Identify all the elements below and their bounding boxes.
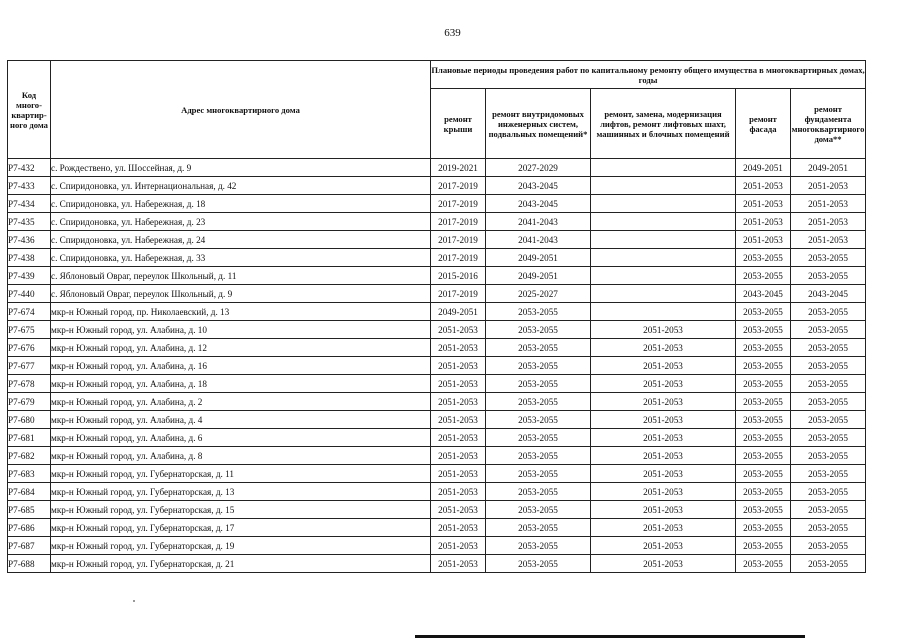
header-address: Адрес многоквартирного дома xyxy=(51,61,431,159)
cell-address: мкр-н Южный город, пр. Николаевский, д. 13 xyxy=(51,303,431,321)
cell-facade: 2053-2055 xyxy=(736,375,791,393)
cell-elevators: 2051-2053 xyxy=(591,411,736,429)
table-row xyxy=(8,483,866,501)
table-row xyxy=(8,429,866,447)
cell-address: с. Спиридоновка, ул. Интернациональная, д. 42 xyxy=(51,177,431,195)
cell-elevators xyxy=(591,195,736,213)
cell-facade: 2053-2055 xyxy=(736,465,791,483)
cell-elevators xyxy=(591,285,736,303)
header-foundation: ремонт фундамента многоквартирного дома** xyxy=(791,89,866,159)
cell-foundation: 2053-2055 xyxy=(791,501,866,519)
cell-engineering: 2043-2045 xyxy=(486,195,591,213)
cell-address: с. Спиридоновка, ул. Набережная, д. 24 xyxy=(51,231,431,249)
cell-roof: 2019-2021 xyxy=(431,159,486,177)
cell-elevators: 2051-2053 xyxy=(591,357,736,375)
cell-engineering: 2053-2055 xyxy=(486,555,591,573)
cell-roof: 2017-2019 xyxy=(431,195,486,213)
cell-facade: 2053-2055 xyxy=(736,303,791,321)
table-row xyxy=(8,357,866,375)
cell-elevators: 2051-2053 xyxy=(591,321,736,339)
cell-address: мкр-н Южный город, ул. Губернаторская, д. 13 xyxy=(51,483,431,501)
bottom-rule xyxy=(415,635,805,638)
table-row xyxy=(8,231,866,249)
cell-elevators: 2051-2053 xyxy=(591,555,736,573)
table-body xyxy=(8,159,866,573)
cell-elevators: 2051-2053 xyxy=(591,429,736,447)
cell-foundation: 2053-2055 xyxy=(791,321,866,339)
cell-roof: 2017-2019 xyxy=(431,213,486,231)
table-row xyxy=(8,285,866,303)
cell-roof: 2051-2053 xyxy=(431,411,486,429)
scan-speck xyxy=(133,600,135,602)
cell-address: с. Рождествено, ул. Шоссейная, д. 9 xyxy=(51,159,431,177)
cell-code: Р7-683 xyxy=(8,465,51,483)
cell-engineering: 2053-2055 xyxy=(486,501,591,519)
table-row xyxy=(8,375,866,393)
table-row xyxy=(8,465,866,483)
cell-code: Р7-438 xyxy=(8,249,51,267)
cell-facade: 2051-2053 xyxy=(736,231,791,249)
cell-code: Р7-678 xyxy=(8,375,51,393)
cell-facade: 2053-2055 xyxy=(736,321,791,339)
cell-foundation: 2043-2045 xyxy=(791,285,866,303)
cell-engineering: 2053-2055 xyxy=(486,357,591,375)
cell-roof: 2015-2016 xyxy=(431,267,486,285)
cell-code: Р7-435 xyxy=(8,213,51,231)
cell-engineering: 2053-2055 xyxy=(486,339,591,357)
cell-roof: 2051-2053 xyxy=(431,357,486,375)
cell-code: Р7-680 xyxy=(8,411,51,429)
cell-foundation: 2053-2055 xyxy=(791,537,866,555)
cell-code: Р7-434 xyxy=(8,195,51,213)
cell-facade: 2053-2055 xyxy=(736,267,791,285)
cell-roof: 2051-2053 xyxy=(431,519,486,537)
cell-elevators: 2051-2053 xyxy=(591,447,736,465)
cell-roof: 2017-2019 xyxy=(431,249,486,267)
table-row xyxy=(8,321,866,339)
cell-roof: 2051-2053 xyxy=(431,339,486,357)
cell-engineering: 2053-2055 xyxy=(486,447,591,465)
cell-address: с. Спиридоновка, ул. Набережная, д. 18 xyxy=(51,195,431,213)
cell-foundation: 2053-2055 xyxy=(791,519,866,537)
cell-facade: 2053-2055 xyxy=(736,339,791,357)
cell-engineering: 2053-2055 xyxy=(486,411,591,429)
cell-elevators xyxy=(591,177,736,195)
header-roof: ремонт крыши xyxy=(431,89,486,159)
cell-code: Р7-685 xyxy=(8,501,51,519)
cell-roof: 2017-2019 xyxy=(431,285,486,303)
cell-foundation: 2053-2055 xyxy=(791,483,866,501)
cell-foundation: 2051-2053 xyxy=(791,195,866,213)
cell-engineering: 2053-2055 xyxy=(486,483,591,501)
cell-facade: 2043-2045 xyxy=(736,285,791,303)
cell-code: Р7-675 xyxy=(8,321,51,339)
cell-facade: 2053-2055 xyxy=(736,501,791,519)
table-row xyxy=(8,249,866,267)
cell-roof: 2051-2053 xyxy=(431,447,486,465)
cell-engineering: 2049-2051 xyxy=(486,249,591,267)
header-code: Код много-квартир-ного дома xyxy=(8,61,51,159)
cell-roof: 2051-2053 xyxy=(431,501,486,519)
cell-code: Р7-686 xyxy=(8,519,51,537)
cell-address: с. Яблоновый Овраг, переулок Школьный, д. 9 xyxy=(51,285,431,303)
cell-facade: 2053-2055 xyxy=(736,249,791,267)
cell-code: Р7-681 xyxy=(8,429,51,447)
cell-foundation: 2053-2055 xyxy=(791,393,866,411)
cell-code: Р7-687 xyxy=(8,537,51,555)
cell-engineering: 2049-2051 xyxy=(486,267,591,285)
cell-elevators xyxy=(591,231,736,249)
cell-engineering: 2053-2055 xyxy=(486,537,591,555)
cell-code: Р7-679 xyxy=(8,393,51,411)
cell-elevators: 2051-2053 xyxy=(591,375,736,393)
cell-foundation: 2053-2055 xyxy=(791,375,866,393)
cell-elevators: 2051-2053 xyxy=(591,339,736,357)
cell-roof: 2051-2053 xyxy=(431,429,486,447)
cell-roof: 2051-2053 xyxy=(431,321,486,339)
cell-engineering: 2025-2027 xyxy=(486,285,591,303)
cell-code: Р7-688 xyxy=(8,555,51,573)
cell-foundation: 2053-2055 xyxy=(791,339,866,357)
cell-roof: 2049-2051 xyxy=(431,303,486,321)
cell-foundation: 2053-2055 xyxy=(791,447,866,465)
cell-roof: 2051-2053 xyxy=(431,537,486,555)
cell-code: Р7-432 xyxy=(8,159,51,177)
cell-facade: 2049-2051 xyxy=(736,159,791,177)
header-engineering: ремонт внутридомовых инженерных систем, подвальных помещений* xyxy=(486,89,591,159)
table-row xyxy=(8,519,866,537)
cell-engineering: 2053-2055 xyxy=(486,393,591,411)
table-row xyxy=(8,267,866,285)
cell-facade: 2053-2055 xyxy=(736,519,791,537)
table-row xyxy=(8,339,866,357)
cell-facade: 2053-2055 xyxy=(736,429,791,447)
cell-address: с. Спиридоновка, ул. Набережная, д. 23 xyxy=(51,213,431,231)
page-number: 639 xyxy=(444,27,461,39)
cell-address: мкр-н Южный город, ул. Губернаторская, д. 19 xyxy=(51,537,431,555)
cell-code: Р7-440 xyxy=(8,285,51,303)
cell-foundation: 2053-2055 xyxy=(791,429,866,447)
cell-address: с. Спиридоновка, ул. Набережная, д. 33 xyxy=(51,249,431,267)
cell-address: мкр-н Южный город, ул. Алабина, д. 18 xyxy=(51,375,431,393)
cell-address: мкр-н Южный город, ул. Губернаторская, д. 21 xyxy=(51,555,431,573)
cell-engineering: 2053-2055 xyxy=(486,519,591,537)
cell-engineering: 2043-2045 xyxy=(486,177,591,195)
cell-address: мкр-н Южный город, ул. Алабина, д. 6 xyxy=(51,429,431,447)
cell-elevators xyxy=(591,267,736,285)
cell-foundation: 2051-2053 xyxy=(791,231,866,249)
cell-elevators: 2051-2053 xyxy=(591,393,736,411)
cell-facade: 2053-2055 xyxy=(736,393,791,411)
cell-elevators: 2051-2053 xyxy=(591,501,736,519)
cell-facade: 2053-2055 xyxy=(736,555,791,573)
cell-address: мкр-н Южный город, ул. Губернаторская, д. 17 xyxy=(51,519,431,537)
cell-elevators xyxy=(591,213,736,231)
cell-engineering: 2053-2055 xyxy=(486,429,591,447)
cell-foundation: 2053-2055 xyxy=(791,411,866,429)
cell-code: Р7-684 xyxy=(8,483,51,501)
cell-address: мкр-н Южный город, ул. Алабина, д. 8 xyxy=(51,447,431,465)
cell-elevators xyxy=(591,159,736,177)
table-row xyxy=(8,501,866,519)
cell-foundation: 2053-2055 xyxy=(791,555,866,573)
cell-engineering: 2053-2055 xyxy=(486,375,591,393)
cell-roof: 2051-2053 xyxy=(431,465,486,483)
cell-foundation: 2053-2055 xyxy=(791,267,866,285)
cell-foundation: 2053-2055 xyxy=(791,303,866,321)
table-row xyxy=(8,213,866,231)
cell-code: Р7-674 xyxy=(8,303,51,321)
header-elevators: ремонт, замена, модернизация лифтов, ремонт лифтовых шахт, машинных и блочных помещений xyxy=(591,89,736,159)
cell-facade: 2053-2055 xyxy=(736,483,791,501)
cell-address: мкр-н Южный город, ул. Алабина, д. 4 xyxy=(51,411,431,429)
cell-foundation: 2053-2055 xyxy=(791,465,866,483)
table-row xyxy=(8,177,866,195)
cell-roof: 2017-2019 xyxy=(431,177,486,195)
cell-engineering: 2041-2043 xyxy=(486,213,591,231)
cell-address: мкр-н Южный город, ул. Алабина, д. 16 xyxy=(51,357,431,375)
cell-elevators: 2051-2053 xyxy=(591,519,736,537)
cell-address: с. Яблоновый Овраг, переулок Школьный, д. 11 xyxy=(51,267,431,285)
table-row xyxy=(8,447,866,465)
cell-elevators xyxy=(591,249,736,267)
table-row xyxy=(8,537,866,555)
cell-foundation: 2053-2055 xyxy=(791,249,866,267)
cell-address: мкр-н Южный город, ул. Губернаторская, д. 15 xyxy=(51,501,431,519)
cell-engineering: 2053-2055 xyxy=(486,303,591,321)
cell-elevators: 2051-2053 xyxy=(591,537,736,555)
cell-engineering: 2053-2055 xyxy=(486,321,591,339)
cell-facade: 2051-2053 xyxy=(736,195,791,213)
cell-facade: 2053-2055 xyxy=(736,537,791,555)
table-row xyxy=(8,411,866,429)
cell-engineering: 2053-2055 xyxy=(486,465,591,483)
cell-roof: 2017-2019 xyxy=(431,231,486,249)
cell-elevators xyxy=(591,303,736,321)
cell-facade: 2051-2053 xyxy=(736,177,791,195)
cell-roof: 2051-2053 xyxy=(431,393,486,411)
cell-elevators: 2051-2053 xyxy=(591,483,736,501)
cell-engineering: 2041-2043 xyxy=(486,231,591,249)
cell-engineering: 2027-2029 xyxy=(486,159,591,177)
header-planned-periods: Плановые периоды проведения работ по капитальному ремонту общего имущества в многоквартирных домах, годы xyxy=(431,61,866,89)
cell-address: мкр-н Южный город, ул. Алабина, д. 10 xyxy=(51,321,431,339)
cell-foundation: 2051-2053 xyxy=(791,213,866,231)
cell-facade: 2053-2055 xyxy=(736,411,791,429)
table-row xyxy=(8,555,866,573)
cell-foundation: 2053-2055 xyxy=(791,357,866,375)
table-row xyxy=(8,195,866,213)
cell-facade: 2053-2055 xyxy=(736,357,791,375)
cell-roof: 2051-2053 xyxy=(431,483,486,501)
cell-foundation: 2049-2051 xyxy=(791,159,866,177)
cell-code: Р7-439 xyxy=(8,267,51,285)
table-row xyxy=(8,303,866,321)
cell-code: Р7-433 xyxy=(8,177,51,195)
repair-schedule-table xyxy=(7,60,866,573)
cell-code: Р7-677 xyxy=(8,357,51,375)
cell-roof: 2051-2053 xyxy=(431,555,486,573)
table-row xyxy=(8,159,866,177)
cell-code: Р7-436 xyxy=(8,231,51,249)
table-row xyxy=(8,393,866,411)
cell-code: Р7-682 xyxy=(8,447,51,465)
cell-elevators: 2051-2053 xyxy=(591,465,736,483)
cell-foundation: 2051-2053 xyxy=(791,177,866,195)
cell-address: мкр-н Южный город, ул. Губернаторская, д. 11 xyxy=(51,465,431,483)
cell-facade: 2051-2053 xyxy=(736,213,791,231)
cell-address: мкр-н Южный город, ул. Алабина, д. 2 xyxy=(51,393,431,411)
cell-roof: 2051-2053 xyxy=(431,375,486,393)
cell-code: Р7-676 xyxy=(8,339,51,357)
header-facade: ремонт фасада xyxy=(736,89,791,159)
cell-address: мкр-н Южный город, ул. Алабина, д. 12 xyxy=(51,339,431,357)
cell-facade: 2053-2055 xyxy=(736,447,791,465)
